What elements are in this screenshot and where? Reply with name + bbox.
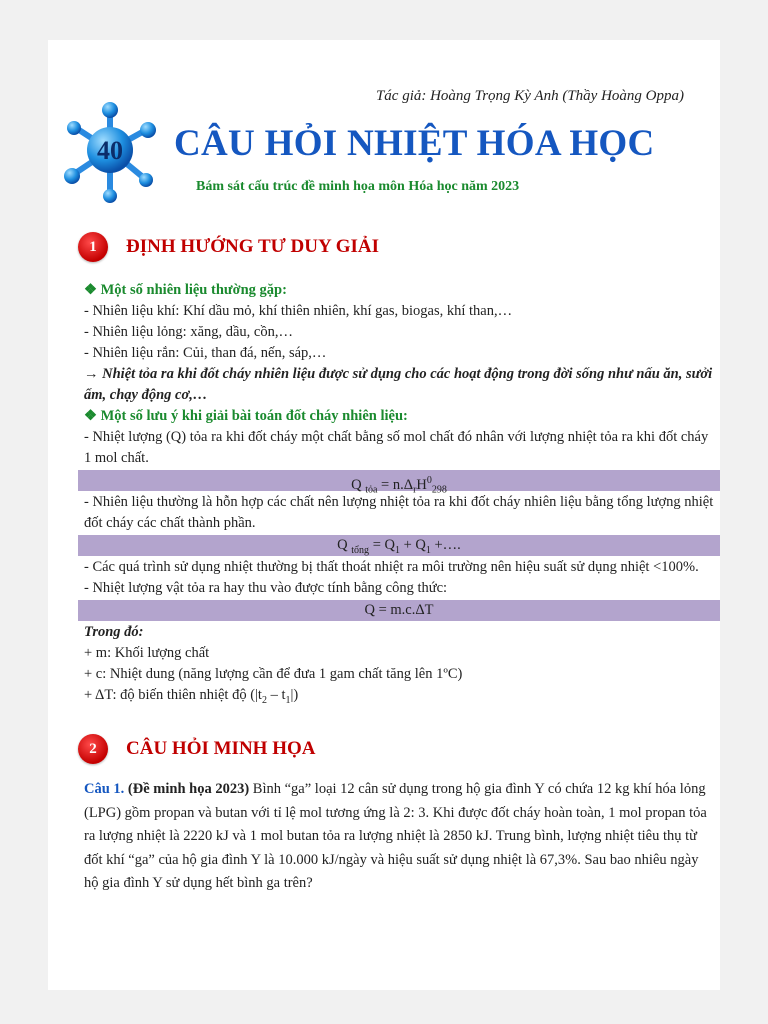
paragraph: - Nhiên liệu khí: Khí dầu mỏ, khí thiên nhiên, khí gas, biogas, khí than,… bbox=[84, 303, 513, 319]
where-label: Trong đó: bbox=[84, 624, 144, 640]
formula-box: Q $_{tổng} = Q_1 + Q_1$ +…. bbox=[78, 535, 720, 556]
paragraph: - Nhiên liệu rắn: Củi, than đá, nến, sáp,… bbox=[84, 345, 327, 361]
section-1-body bbox=[84, 280, 714, 711]
section-title: ĐỊNH HƯỚNG TƯ DUY GIẢI bbox=[126, 236, 379, 257]
paragraph: - Các quá trình sử dụng nhiệt thường bị thất thoát nhiệt ra môi trường nên hiệu suất sử dụng nhiệt <100%. bbox=[84, 559, 699, 575]
subheading: ❖ Một số lưu ý khi giải bài toán đốt cháy nhiên liệu: bbox=[84, 408, 408, 424]
paragraph: - Nhiên liệu lỏng: xăng, dầu, cồn,… bbox=[84, 324, 293, 340]
question-1 bbox=[84, 778, 714, 896]
author-line: Tác giả: Hoàng Trọng Kỳ Anh (Thầy Hoàng Oppa) bbox=[375, 88, 684, 104]
definition-line: + c: Nhiệt dung (năng lượng cần để đưa 1 gam chất tăng lên 1ºC) bbox=[84, 666, 463, 682]
question-label: Câu 1. bbox=[84, 781, 125, 797]
page-title: CÂU HỎI NHIỆT HÓA HỌC bbox=[174, 123, 655, 164]
paragraph: - Nhiên liệu thường là hỗn hợp các chất nên lượng nhiệt tỏa ra khi đốt cháy nhiên liệu bằng tổng lượng nhiệt đốt cháy các chất thành phần. bbox=[84, 494, 714, 531]
logo-number: 40 bbox=[97, 136, 123, 165]
section-title: CÂU HỎI MINH HỌA bbox=[126, 738, 316, 759]
section-number-badge: 2 bbox=[78, 734, 108, 764]
paragraph: - Nhiệt lượng vật tỏa ra hay thu vào được tính bằng công thức: bbox=[84, 580, 448, 596]
conclusion-paragraph: → Nhiệt tỏa ra khi đốt cháy nhiên liệu được sử dụng cho các hoạt động trong đời sống như nấu ăn, sưởi ấm, chạy động cơ,… bbox=[84, 366, 713, 403]
page-subtitle: Bám sát cấu trúc đề minh họa môn Hóa học năm 2023 bbox=[196, 179, 520, 194]
formula-box: Q $_{tỏa} = n.\Delta_rH^0_{298}$ bbox=[78, 470, 720, 491]
section-2-body bbox=[84, 778, 714, 896]
definition-line: + m: Khối lượng chất bbox=[84, 645, 210, 661]
formula-box: Q = m.c.ΔT bbox=[78, 600, 720, 621]
paragraph: - Nhiệt lượng (Q) tỏa ra khi đốt cháy một chất bằng số mol chất đó nhân với lượng nhiệt tỏa ra khi đốt cháy 1 mol chất. bbox=[84, 429, 709, 466]
document-page bbox=[48, 40, 720, 990]
definition-line: + ΔT: độ biến thiên nhiệt độ $(|t_2 - t_1|)$ bbox=[84, 687, 299, 706]
molecule-logo-icon bbox=[60, 98, 160, 206]
question-source: (Đề minh họa 2023) bbox=[127, 781, 250, 797]
section-number-badge: 1 bbox=[78, 232, 108, 262]
subheading: ❖ Một số nhiên liệu thường gặp: bbox=[84, 282, 287, 298]
question-text: Bình “ga” loại 12 cân sử dụng trong hộ gia đình Y có chứa 12 kg khí hóa lỏng (LPG) gồm propan và butan với tỉ lệ mol tương ứng là 2: 3. Khi được đốt cháy hoàn toàn, 1 mol propan tỏa ra lượng nhiệt là 2220 kJ và 1 mol butan tỏa ra lượng nhiệt là 2850 kJ. Trung bình, lượng nhiệt tiêu thụ từ đốt khí “ga” của hộ gia đình Y là 10.000 kJ/ngày và hiệu suất sử dụng nhiệt là 67,3%. Sau bao nhiêu ngày hộ gia đình Y sử dụng hết bình ga trên? bbox=[84, 781, 707, 891]
